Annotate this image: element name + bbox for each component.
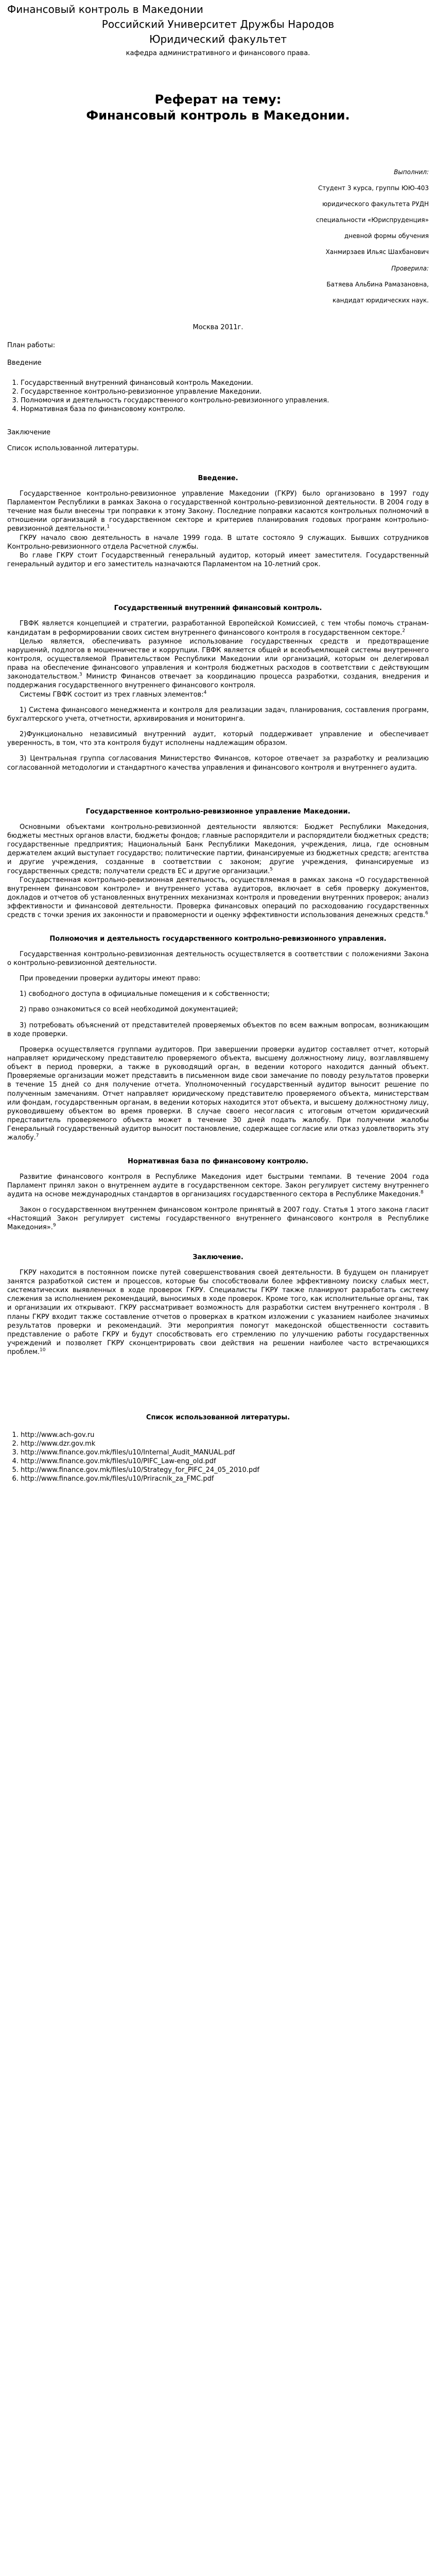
normative-paragraph <box>7 1206 429 1232</box>
internal-paragraph: 2)Функционально независимый внутренний аудит, который поддерживает управление и обеспечивает уверенность, в том, что эта контроля будут исполнены надлежащим образом. <box>7 731 429 748</box>
referat-topic: Финансовый контроль в Македонии. <box>86 108 350 123</box>
plan-list <box>7 379 429 414</box>
student-name: Ханмирзаев Ильяс Шахбанович <box>325 248 429 256</box>
internal-paragraph <box>7 690 429 699</box>
intro-paragraph: Во главе ГКРУ стоит Государственный генеральный аудитор, который имеет заместителя. Государственный генеральный аудитор и его заместитель назначаются Парламентом на 10-летний срок. <box>7 551 429 569</box>
referat-label: Реферат на тему: <box>154 92 282 107</box>
gkru-p2-text: Государственная контрольно-ревизионная деятельность, осуществляемая в рамках закона «О государственной внутреннем финансовом контроле» и внутреннего устава аудиторов, включает в себя проверку документов, докладов и отчетов об установленных внутренних механизмах контроля и проведении внутренних проверок; анализ эффективности и финансовой деятельности. Проверка финансовых операций по расходованию государственных средств с точки зрения их законности и правомерности и оценку эффективности использования денежных средств. <box>7 876 429 920</box>
faculty-name: Юридический факультет <box>149 33 287 45</box>
plan-item: 3. Полномочия и деятельность государственного контрольно-ревизионного управления. <box>21 396 429 405</box>
reference-link[interactable]: 2. http://www.dzr.gov.mk <box>21 1439 429 1448</box>
references-heading: Список использованной литературы. <box>146 1414 290 1422</box>
internal-heading: Государственный внутренний финансовый контроль. <box>114 604 322 613</box>
university-name: Российский Университет Дружбы Народов <box>101 18 335 30</box>
reference-link[interactable]: 4. http://www.finance.gov.mk/files/u10/PIFC_Law-eng_old.pdf <box>21 1457 429 1466</box>
reference-link[interactable]: 5. http://www.finance.gov.mk/files/u10/Strategy_for_PIFC_24_05_2010.pdf <box>21 1466 429 1475</box>
intro-heading: Введение. <box>198 474 238 482</box>
gkru-paragraph <box>7 876 429 920</box>
plan-item: 2. Государственное контрольно-ревизионное управление Македонии. <box>21 387 429 396</box>
plan-intro: Введение <box>7 359 42 367</box>
internal-paragraph <box>7 619 429 637</box>
powers-p6-text: Проверка осуществляется группами аудиторов. При завершении проверки аудитор составляет отчет, который направляет юридическому представителю проверяемого объекта, высшему должностному лицу, возглавлявшему объект в период проверки, а также в руководящий орган, в ведении которого находится данный объект. Проверяемые организации может представить в письменном виде свои замечание по поводу результатов проверки в течение 15 дней со дня получение отчета. Уполномоченный государственный аудитор выносит решение по полученным замечаниям. Отчет направляет юридическому представителю проверяемого объекта, министерствам или фондам, государственным органам, в ведении которых находится этот объекта, и высшему должностному лицу, руководившему объектом во время проверки. В случае своего несогласия с итоговым отчетом юридический представитель проверяемого объекта может в течение 30 дней подать жалобу. При получении жалобы Генеральный государственный аудитор выносит постановление, содержащее согласие или отказ удовлетворить эту жалобу. <box>7 1045 429 1142</box>
internal-p3-text: Системы ГВФК состоит из трех главных элементов: <box>20 690 204 699</box>
powers-paragraph: 2) право ознакомиться со всей необходимой документацией; <box>20 1006 238 1014</box>
plan-references: Список использованной литературы. <box>7 445 139 453</box>
intro-paragraph: ГКРУ начало свою деятельность в начале 1999 года. В штате состояло 9 служащих. Бывших сотрудников Контрольно-ревизионного отдела Расчетной службы. <box>7 534 429 551</box>
powers-paragraph <box>7 1045 429 1143</box>
intro-p1-text: Государственное контрольно-ревизионное управление Македонии (ГКРУ) было организовано в 1997 году Парламентом Республики в рамках Закона о государственной контрольно-ревизионной деятельности. В 2004 году в течение мая были внесены три поправки к этому Закону. Последние поправки касаются контрольных полномочий в отношении организаций в государственном секторе и критериев планирования годовых программ контрольно-ревизионной деятельности. <box>7 489 429 533</box>
footnote-mark: 5 <box>270 867 273 872</box>
site-title: Финансовый контроль в Македонии <box>7 3 203 15</box>
conclusion-heading: Заключение. <box>193 1253 243 1261</box>
reference-link[interactable]: 1. http://www.ach-gov.ru <box>21 1431 429 1439</box>
footnote-mark: 8 <box>421 1190 424 1195</box>
document-page <box>0 3 436 2576</box>
form-line: дневной формы обучения <box>344 232 429 240</box>
plan-item: 1. Государственный внутренний финансовый контроль Македонии. <box>21 379 429 387</box>
reference-link[interactable]: 6. http://www.finance.gov.mk/files/u10/Priracnik_za_FMC.pdf <box>21 1475 429 1483</box>
author-block <box>7 164 429 309</box>
normative-p2-text: Закон о государственном внутреннем финансовом контроле принятый в 2007 году. Статья 1 этого закона гласит «Настоящий Закон регулирует системы государственного внутреннего финансового контроля в Республике Македония». <box>7 1206 429 1232</box>
normative-paragraph <box>7 1173 429 1199</box>
footnote-mark: 7 <box>36 1133 39 1139</box>
footnote-mark: 3 <box>79 672 82 677</box>
internal-p2-text: Целью является, обеспечивать разумное использование государственных средств и предотвращение нарушений, подлогов в мошенничестве и коррупции. ГВФК является общей и всеобъемлющей системы внутреннего контроля, осуществляемой Правительством Республики Македонии или организаций, которым он делегировал права на обеспечение финансового управления и контроля бюджетных расходов в соответствии с действующим законодательством. <box>7 637 429 681</box>
conclusion-p1-text: ГКРУ находится в постоянном поиске путей совершенствования своей деятельности. В будущем он планирует занятся разработкой систем и процессов, которые бы способствовали более эффективному поиску слабых мест, систематических выявленных в ходе проверок ГКРУ. Специалисты ГКРУ также планируют разработать систему слежения за исполнением рекомендаций, выносимых в ходе проверок. Кроме того, как исполнительные органы, так и организации их открывают. ГКРУ рассматривает возможность для разработки систем внутреннего контроля . В планы ГКРУ входит также составление отчетов о проверках в кратком изложении с указанием наиболее значимых результатов проверки и рекомендаций. Эти мероприятия помогут македонской общественности составить представление о работе ГКРУ и будут способствовать его стремлению по улучшению работы государственных учреждений и позволяет ГКРУ сконцентрировать свои действия на решении наиболее часто встречающихся проблем. <box>7 1268 429 1357</box>
powers-paragraph: 3) потребовать объяснений от представителей проверяемых объектов по всем важным вопросам, возникающим в ходе проверки. <box>7 1021 429 1038</box>
gkru-paragraph <box>7 823 429 876</box>
footnote-mark: 10 <box>39 1347 46 1353</box>
intro-paragraph <box>7 489 429 534</box>
footnote-mark: 9 <box>53 1223 56 1229</box>
powers-heading: Полномочия и деятельность государственного контрольно-ревизионного управления. <box>49 935 387 943</box>
department-name: кафедра административного и финансового права. <box>126 49 310 57</box>
internal-p1-text: ГВФК является концепцией и стратегии, разработанной Европейской Комиссией, с тем чтобы помочь странам-кандидатам в реформировании своих систем внутреннего финансового контроля в государственном секторе. <box>7 620 429 637</box>
footnote-mark: 2 <box>402 628 406 634</box>
plan-conclusion: Заключение <box>7 429 51 437</box>
internal-p2-tail: Министр Финансов отвечает за координацию процесса разработки, создания, внедрения и поддержания государственного внутреннего финансового контроля. <box>7 673 429 690</box>
references-list <box>7 1431 429 1484</box>
footnote-mark: 4 <box>203 690 207 696</box>
gkru-heading: Государственное контрольно-ревизионное управление Македонии. <box>85 807 351 816</box>
normative-heading: Нормативная база по финансовому контролю. <box>128 1157 308 1165</box>
checked-label: Проверила: <box>391 264 429 272</box>
reference-link[interactable]: 3. http://www.finance.gov.mk/files/u10/Internal_Audit_MANUAL.pdf <box>21 1448 429 1457</box>
performed-label: Выполнил: <box>394 168 429 176</box>
plan-item: 4. Нормативная база по финансовому контролю. <box>21 405 429 414</box>
normative-p1-text: Развитие финансового контроля в Республике Македония идет быстрыми темпами. В течение 2004 года Парламент принял закон о внутреннем аудите в государственном секторе. Закон регулирует систему внутреннего аудита на основе международных стандартов в организациях государственного сектора в Республике Македония. <box>7 1173 429 1198</box>
footnote-mark: 1 <box>107 524 110 530</box>
conclusion-paragraph <box>7 1268 429 1357</box>
internal-paragraph: 3) Центральная группа согласования Министерство Финансов, которое отвечает за разработку и реализацию согласованной методологии и стандартного качества управления и финансового контроля и внутреннего аудита. <box>7 755 429 772</box>
specialty-line: специальности «Юриспруденция» <box>316 216 429 224</box>
powers-paragraph: 1) свободного доступа в официальные помещения и к собственности; <box>20 990 270 998</box>
faculty-line: юридического факультета РУДН <box>322 200 429 208</box>
city-year: Москва 2011г. <box>193 324 243 332</box>
internal-paragraph: 1) Система финансового менеджмента и контроля для реализации задач, планирования, составления программ, бухгалтерского учета, отчетности, архивирования и мониторинга. <box>7 706 429 723</box>
powers-paragraph: Государственная контрольно-ревизионная деятельность осуществляется в соответствии с положениями Закона о контрольно-ревизионной деятельности. <box>7 950 429 967</box>
checker-name: Батяева Альбина Рамазановна, <box>326 280 429 288</box>
plan-label: План работы: <box>7 342 56 350</box>
student-line: Студент 3 курса, группы ЮЮ-403 <box>318 184 429 192</box>
gkru-p1-text: Основными объектами контрольно-ревизионной деятельности являются: Бюджет Республики Македония, бюджеты местных органов власти, бюджеты фондов; главные распорядители и распорядители бюджетных средств; государственные предприятия; Национальный Банк Республики Македония, учреждения, лица, где основным держателем акций выступает государство; политические партии, финансируемые из бюджетных средств; агентства и другие учреждения, созданные в соответствии с законом; другие учреждения, финансируемые из государственных средств; получатели средств ЕС и другие организации. <box>7 823 429 875</box>
footnote-mark: 6 <box>425 911 428 917</box>
checker-degree: кандидат юридических наук. <box>332 297 429 304</box>
internal-paragraph <box>7 637 429 690</box>
powers-paragraph: При проведении проверки аудиторы имеют право: <box>20 975 201 983</box>
